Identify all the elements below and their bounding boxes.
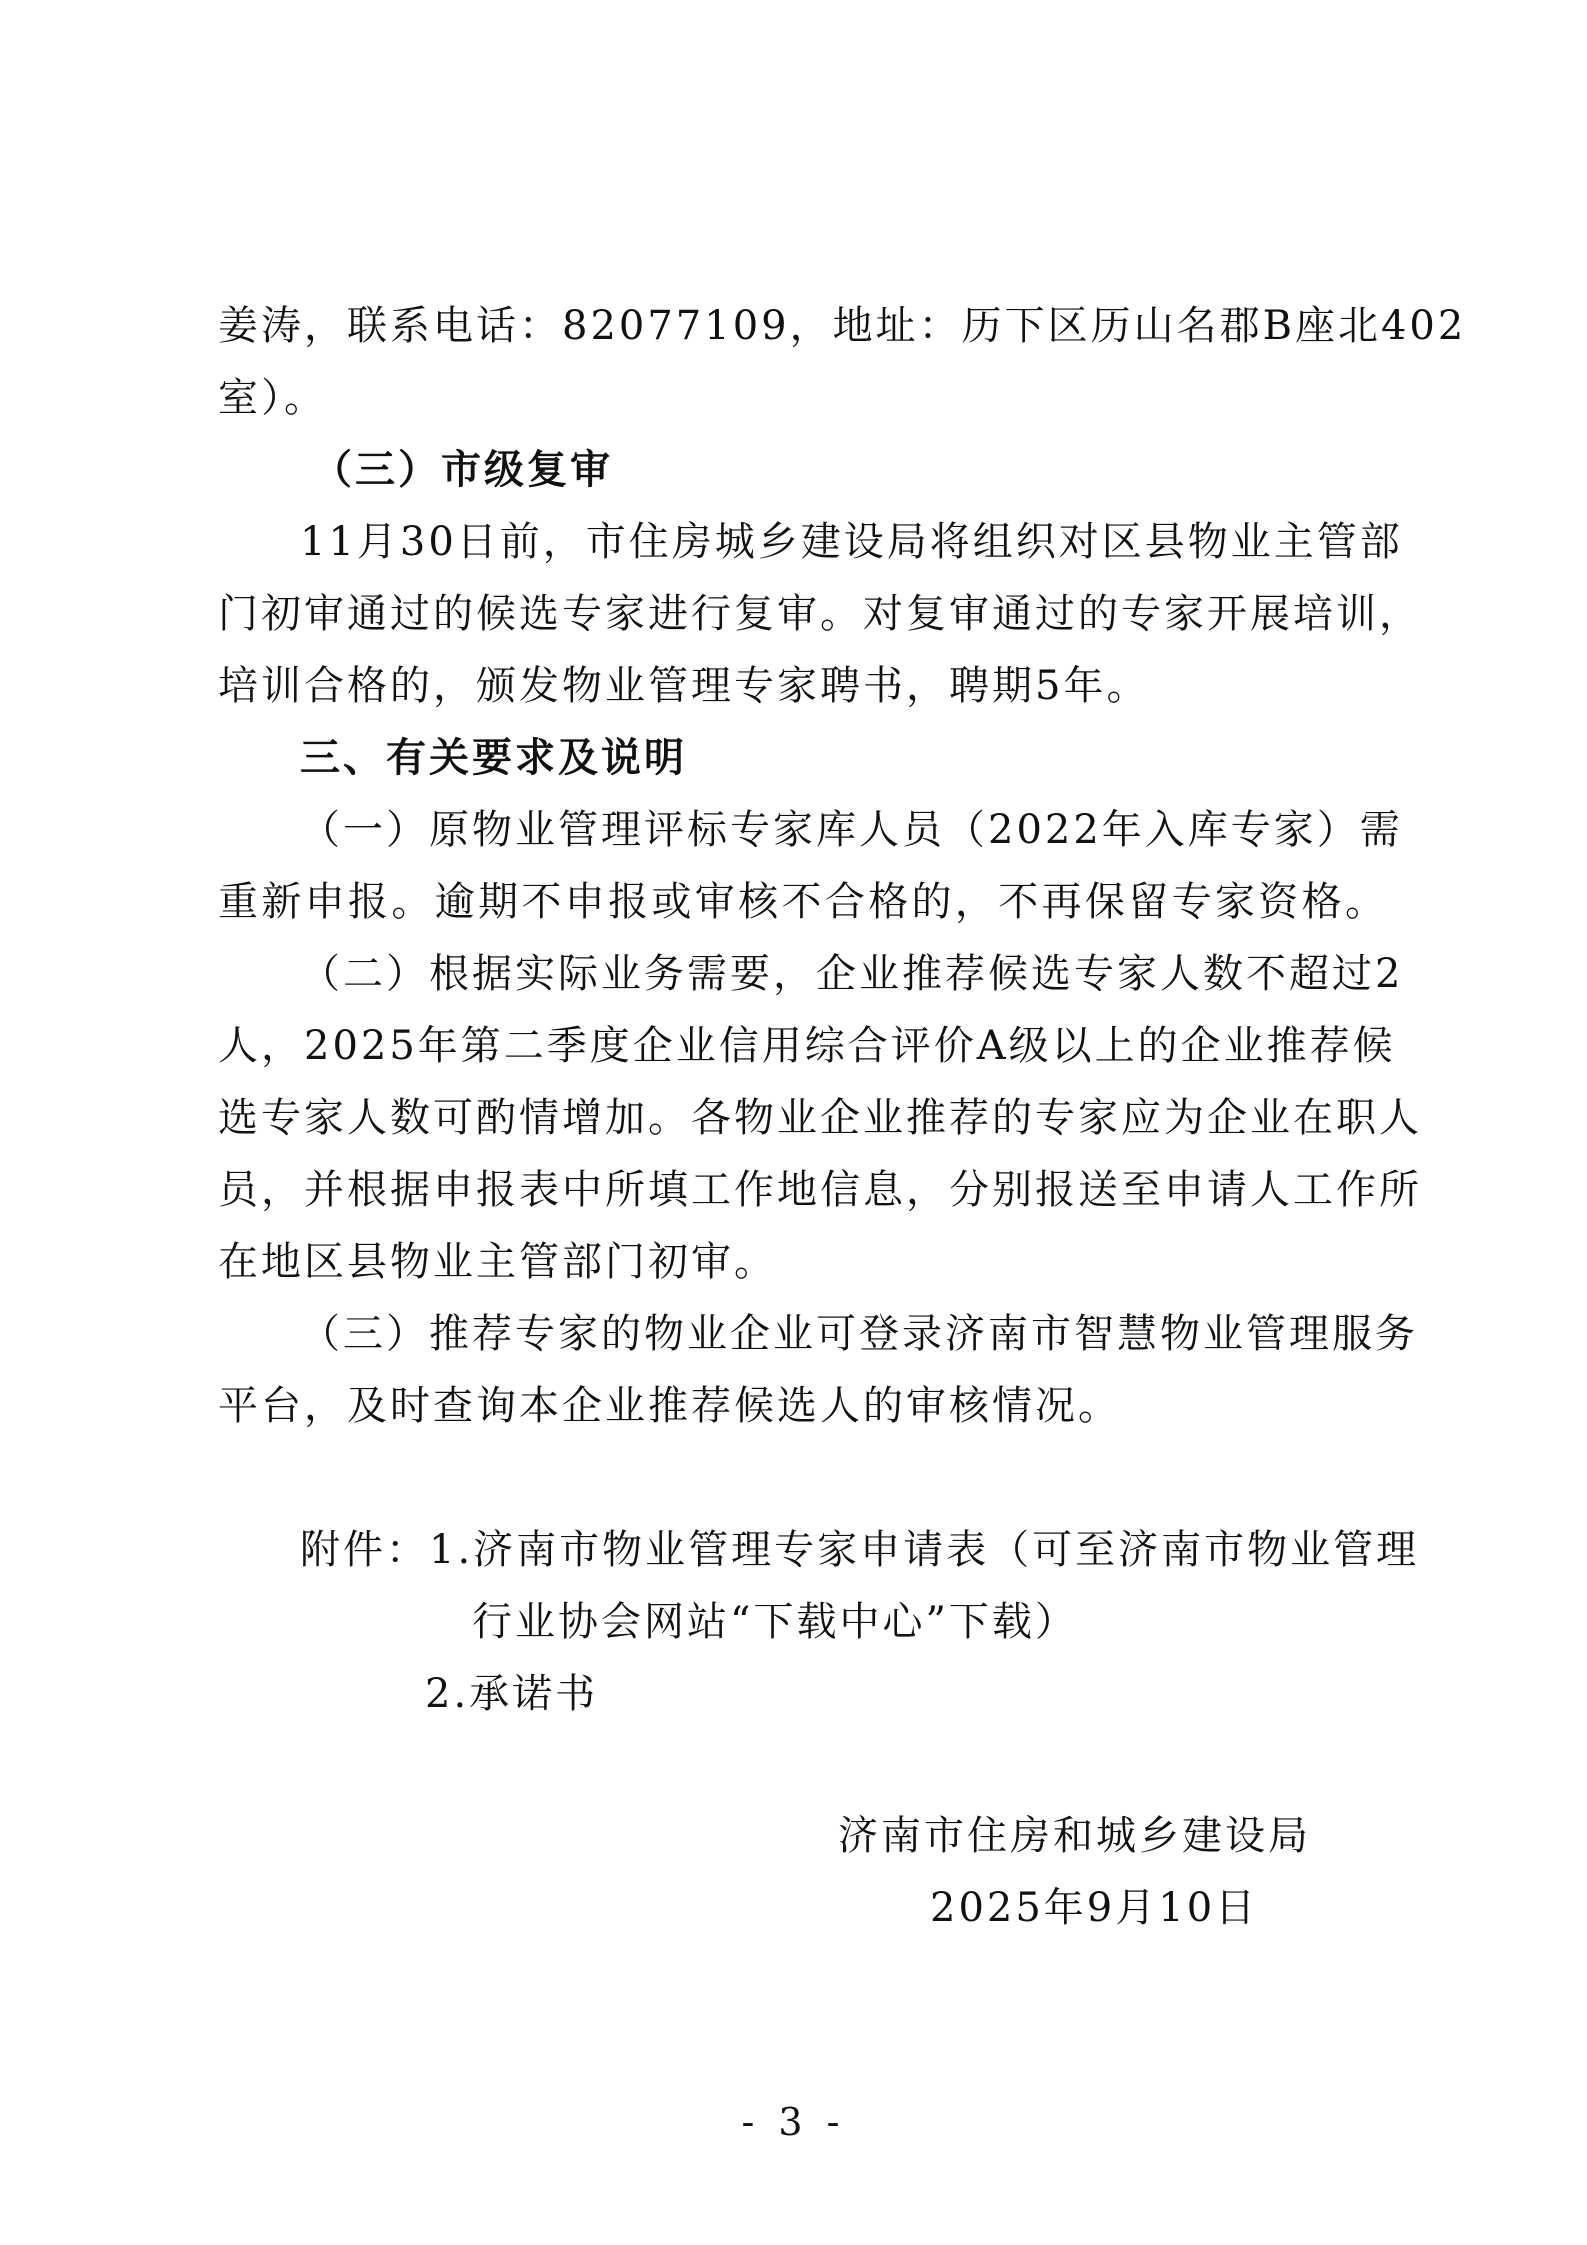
req-item1-line-1: （一）原物业管理评标专家库人员（2022年入库专家）需 bbox=[300, 807, 1403, 853]
requirements-heading: 三、有关要求及说明 bbox=[300, 735, 687, 781]
issue-date: 2025年9月10日 bbox=[930, 1885, 1259, 1931]
attachment-line-2: 行业协会网站“下载中心”下载） bbox=[472, 1599, 1078, 1645]
req-item3-line-2: 平台，及时查询本企业推荐候选人的审核情况。 bbox=[218, 1383, 1121, 1429]
req-item2-line-5: 在地区县物业主管部门初审。 bbox=[218, 1239, 777, 1285]
review-heading: （三）市级复审 bbox=[312, 447, 613, 493]
review-line-2: 门初审通过的候选专家进行复审。对复审通过的专家开展培训， bbox=[218, 591, 1422, 637]
req-item2-line-1: （二）根据实际业务需要，企业推荐候选专家人数不超过2 bbox=[300, 951, 1404, 997]
contact-line-1: 姜涛，联系电话：82077109，地址：历下区历山名郡B座北402 bbox=[218, 303, 1467, 349]
req-item2-line-2: 人，2025年第二季度企业信用综合评价A级以上的企业推荐候 bbox=[218, 1023, 1396, 1069]
review-line-1: 11月30日前，市住房城乡建设局将组织对区县物业主管部 bbox=[300, 519, 1403, 565]
req-item2-line-3: 选专家人数可酌情增加。各物业企业推荐的专家应为企业在职人 bbox=[218, 1095, 1422, 1141]
req-item1-line-2: 重新申报。逾期不申报或审核不合格的，不再保留专家资格。 bbox=[218, 879, 1388, 925]
attachment-line-1: 附件：1.济南市物业管理专家申请表（可至济南市物业管理 bbox=[300, 1527, 1420, 1573]
page-number: - 3 - bbox=[741, 2100, 846, 2144]
contact-line-2: 室）。 bbox=[218, 375, 327, 421]
issuer-name: 济南市住房和城乡建设局 bbox=[838, 1813, 1311, 1859]
req-item2-line-4: 员，并根据申报表中所填工作地信息，分别报送至申请人工作所 bbox=[218, 1167, 1422, 1213]
review-line-3: 培训合格的，颁发物业管理专家聘书，聘期5年。 bbox=[218, 663, 1150, 709]
req-item3-line-1: （三）推荐专家的物业企业可登录济南市智慧物业管理服务 bbox=[300, 1311, 1418, 1357]
attachment-line-3: 2.承诺书 bbox=[425, 1671, 599, 1717]
